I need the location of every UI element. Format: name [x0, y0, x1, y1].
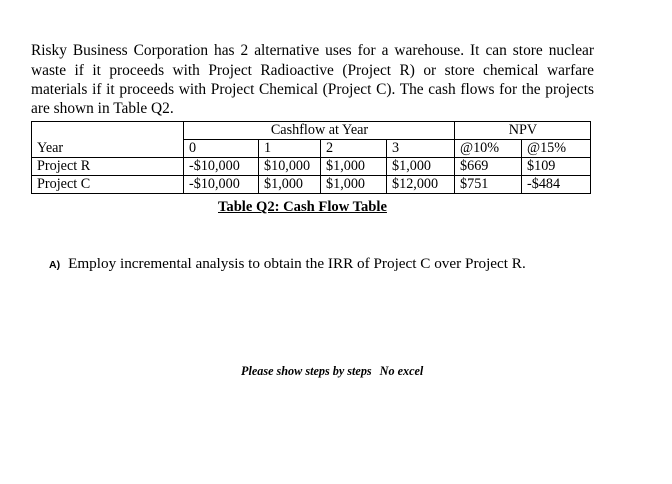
table-corner-cell — [32, 122, 184, 140]
npv-cell: -$484 — [522, 176, 591, 194]
year-cell: 2 — [321, 140, 387, 158]
cashflow-cell: -$10,000 — [184, 158, 259, 176]
cashflow-cell: $1,000 — [321, 158, 387, 176]
npv-cell: $109 — [522, 158, 591, 176]
cashflow-cell: -$10,000 — [184, 176, 259, 194]
cashflow-cell: $1,000 — [321, 176, 387, 194]
npv-cell: $751 — [455, 176, 522, 194]
cashflow-cell: $10,000 — [259, 158, 321, 176]
question-a — [49, 255, 526, 273]
rate-cell: @10% — [455, 140, 522, 158]
note-steps: Please show steps by steps — [241, 364, 372, 378]
problem-statement: Risky Business Corporation has 2 alternative uses for a warehouse. It can store nuclear waste if it proceeds with Project Radioactive (Project R) or store chemical warfare materials if it proceeds with Project Chemical (Project C). The cash flows for the projects are shown in Table Q2. — [31, 42, 594, 117]
project-label: Project R — [32, 158, 184, 176]
cash-flow-table — [31, 121, 591, 194]
year-cell: 3 — [387, 140, 455, 158]
table-row — [32, 176, 591, 194]
question-text: Employ incremental analysis to obtain the IRR of Project C over Project R. — [68, 255, 526, 272]
cashflow-cell: $1,000 — [259, 176, 321, 194]
table-year-row — [32, 140, 591, 158]
cashflow-cell: $1,000 — [387, 158, 455, 176]
year-label: Year — [32, 140, 184, 158]
instruction-note — [241, 364, 423, 379]
npv-header: NPV — [455, 122, 591, 140]
year-cell: 1 — [259, 140, 321, 158]
cashflow-header: Cashflow at Year — [184, 122, 455, 140]
rate-cell: @15% — [522, 140, 591, 158]
npv-cell: $669 — [455, 158, 522, 176]
cashflow-cell: $12,000 — [387, 176, 455, 194]
table-row — [32, 158, 591, 176]
question-label: A) — [49, 259, 61, 271]
year-cell: 0 — [184, 140, 259, 158]
table-caption: Table Q2: Cash Flow Table — [218, 199, 387, 215]
table-header-row — [32, 122, 591, 140]
note-no-excel: No excel — [379, 364, 424, 378]
project-label: Project C — [32, 176, 184, 194]
